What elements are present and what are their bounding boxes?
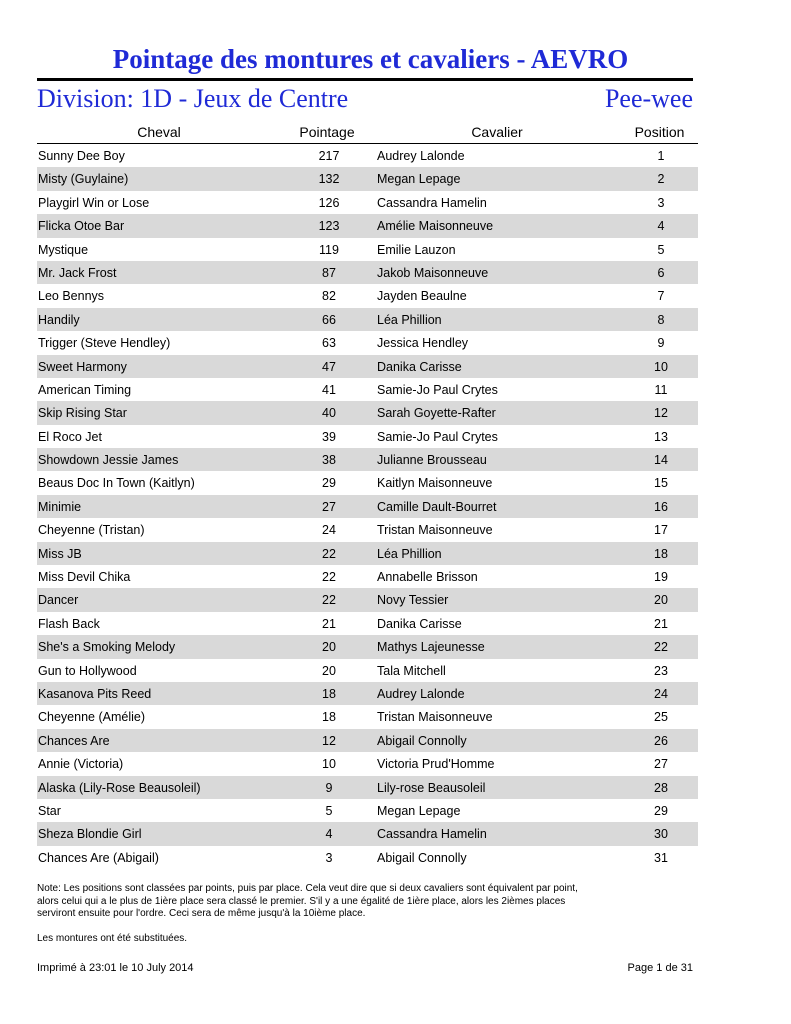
- table-row: [37, 705, 698, 728]
- cell-cavalier: Julianne Brousseau: [377, 453, 487, 468]
- header-pointage: Pointage: [299, 124, 355, 140]
- cell-position: 7: [657, 289, 665, 304]
- cell-pointage: 5: [325, 803, 333, 818]
- table-row: [37, 238, 698, 261]
- cell-cheval: Star: [38, 803, 61, 818]
- cell-position: 25: [654, 710, 668, 725]
- cell-pointage: 66: [322, 312, 336, 327]
- cell-cheval: Sheza Blondie Girl: [38, 827, 142, 842]
- cell-cavalier: Abigail Connolly: [377, 733, 467, 748]
- cell-cheval: Annie (Victoria): [38, 757, 124, 772]
- table-row: [37, 448, 698, 471]
- cell-pointage: 9: [325, 780, 333, 795]
- cell-cavalier: Léa Phillion: [377, 546, 442, 561]
- cell-cavalier: Tristan Maisonneuve: [377, 710, 493, 725]
- header-cheval: Cheval: [137, 124, 181, 140]
- table-row: [37, 355, 698, 378]
- substitution-note: Les montures ont été substituées.: [37, 933, 188, 944]
- cell-pointage: 22: [322, 593, 336, 608]
- table-row: [37, 822, 698, 845]
- cell-pointage: 29: [322, 476, 336, 491]
- cell-position: 13: [654, 429, 668, 444]
- cell-position: 12: [654, 406, 668, 421]
- cell-pointage: 12: [322, 733, 336, 748]
- printed-timestamp: Imprimé à 23:01 le 10 July 2014: [37, 962, 194, 974]
- table-row: [37, 565, 698, 588]
- cell-pointage: 21: [322, 616, 336, 631]
- cell-cheval: Cheyenne (Tristan): [38, 523, 145, 538]
- cell-cheval: Trigger (Steve Hendley): [38, 336, 171, 351]
- cell-cavalier: Annabelle Brisson: [377, 570, 478, 585]
- cell-position: 4: [657, 219, 665, 234]
- cell-cheval: Miss Devil Chika: [38, 570, 131, 585]
- cell-cheval: Handily: [38, 312, 80, 327]
- cell-position: 26: [654, 733, 668, 748]
- cell-cheval: Dancer: [38, 593, 79, 608]
- table-row: [37, 612, 698, 635]
- cell-position: 15: [654, 476, 668, 491]
- results-table: [37, 144, 698, 869]
- table-header: [37, 121, 698, 144]
- cell-cavalier: Megan Lepage: [377, 172, 461, 187]
- cell-pointage: 217: [318, 149, 340, 163]
- cell-pointage: 24: [322, 523, 336, 538]
- cell-position: 24: [654, 686, 668, 701]
- table-row: [37, 542, 698, 565]
- cell-cavalier: Cassandra Hamelin: [377, 195, 487, 210]
- cell-position: 17: [654, 523, 668, 538]
- cell-pointage: 82: [322, 289, 336, 304]
- table-row: [37, 729, 698, 752]
- cell-cheval: Misty (Guylaine): [38, 172, 129, 187]
- cell-pointage: 20: [322, 663, 336, 678]
- cell-position: 21: [654, 616, 668, 631]
- cell-position: 27: [654, 757, 668, 772]
- cell-cheval: Mystique: [38, 242, 89, 257]
- cell-cavalier: Lily-rose Beausoleil: [377, 780, 486, 795]
- table-row: [37, 518, 698, 541]
- cell-cheval: Chances Are (Abigail): [38, 850, 159, 865]
- cell-pointage: 40: [322, 406, 336, 421]
- cell-cavalier: Mathys Lajeunesse: [377, 640, 485, 655]
- cell-position: 30: [654, 827, 668, 842]
- cell-cheval: Showdown Jessie James: [38, 453, 179, 468]
- table-row: [37, 425, 698, 448]
- ranking-note: Note: Les positions sont classées par points, puis par place. Cela veut dire que si deux cavaliers sont équivalent par point, alors celui qui a le plus de 1ière place sera classé le premier. S'il y a une égalité de 1ière place, alors les 2ièmes places serviront ensuite pour l'ordre. Ceci sera de même jusqu'à la 10ième place.: [37, 883, 578, 919]
- cell-cheval: Leo Bennys: [38, 289, 105, 304]
- cell-cheval: Alaska (Lily-Rose Beausoleil): [38, 780, 201, 795]
- cell-position: 20: [654, 593, 668, 608]
- cell-position: 23: [654, 663, 668, 678]
- cell-cavalier: Jakob Maisonneuve: [377, 265, 489, 280]
- category-heading: Pee-wee: [604, 84, 693, 113]
- page-title: Pointage des montures et cavaliers - AEVRO: [112, 44, 629, 74]
- cell-position: 14: [654, 453, 668, 468]
- cell-cheval: Sweet Harmony: [38, 359, 127, 374]
- cell-cheval: Flash Back: [38, 616, 100, 631]
- table-row: [37, 799, 698, 822]
- table-row: [37, 401, 698, 424]
- cell-position: 11: [654, 382, 668, 397]
- cell-position: 22: [654, 640, 668, 655]
- cell-cavalier: Jayden Beaulne: [377, 289, 467, 304]
- title-divider: [37, 78, 693, 81]
- cell-cavalier: Samie-Jo Paul Crytes: [377, 429, 498, 444]
- cell-cheval: Playgirl Win or Lose: [38, 195, 150, 210]
- cell-cheval: Cheyenne (Amélie): [38, 710, 145, 725]
- cell-cheval: Miss JB: [38, 546, 82, 561]
- cell-pointage: 22: [322, 546, 336, 561]
- cell-position: 10: [654, 359, 668, 374]
- table-row: [37, 308, 698, 331]
- table-row: [37, 776, 698, 799]
- table-row: [37, 495, 698, 518]
- cell-pointage: 20: [322, 640, 336, 655]
- cell-cavalier: Léa Phillion: [377, 312, 442, 327]
- cell-pointage: 10: [322, 757, 336, 772]
- table-row: [37, 191, 698, 214]
- cell-cavalier: Danika Carisse: [377, 359, 462, 374]
- header-position: Position: [634, 124, 685, 140]
- cell-cavalier: Camille Dault-Bourret: [377, 499, 497, 514]
- table-row: [37, 167, 698, 190]
- cell-pointage: 87: [322, 265, 336, 280]
- table-row: [37, 144, 698, 167]
- cell-pointage: 63: [322, 336, 336, 351]
- cell-cavalier: Samie-Jo Paul Crytes: [377, 382, 498, 397]
- table-row: [37, 846, 698, 869]
- cell-cheval: She's a Smoking Melody: [38, 640, 176, 655]
- cell-cavalier: Tristan Maisonneuve: [377, 523, 493, 538]
- cell-cavalier: Emilie Lauzon: [377, 242, 456, 257]
- division-heading: Division: 1D - Jeux de Centre: [37, 84, 349, 113]
- table-row: [37, 659, 698, 682]
- cell-position: 29: [654, 803, 668, 818]
- cell-cavalier: Megan Lepage: [377, 803, 461, 818]
- cell-cavalier: Audrey Lalonde: [377, 149, 465, 163]
- table-row: [37, 261, 698, 284]
- table-row: [37, 214, 698, 237]
- cell-position: 5: [657, 242, 665, 257]
- page-number: Page 1 de 31: [627, 962, 693, 974]
- cell-pointage: 41: [322, 382, 336, 397]
- cell-cavalier: Amélie Maisonneuve: [377, 219, 494, 234]
- cell-pointage: 47: [322, 359, 336, 374]
- cell-cheval: El Roco Jet: [38, 429, 102, 444]
- cell-pointage: 38: [322, 453, 336, 468]
- cell-cheval: Sunny Dee Boy: [38, 149, 125, 163]
- cell-pointage: 4: [325, 827, 333, 842]
- cell-position: 6: [657, 265, 665, 280]
- table-row: [37, 331, 698, 354]
- cell-cavalier: Jessica Hendley: [377, 336, 469, 351]
- cell-cavalier: Victoria Prud'Homme: [377, 757, 495, 772]
- cell-position: 2: [657, 172, 665, 187]
- cell-cheval: Flicka Otoe Bar: [38, 219, 125, 234]
- table-row: [37, 471, 698, 494]
- cell-cheval: Kasanova Pits Reed: [38, 686, 152, 701]
- header-cavalier: Cavalier: [471, 124, 523, 140]
- cell-cheval: Beaus Doc In Town (Kaitlyn): [38, 476, 195, 491]
- cell-cavalier: Kaitlyn Maisonneuve: [377, 476, 493, 491]
- cell-position: 31: [654, 850, 668, 865]
- table-row: [37, 284, 698, 307]
- table-row: [37, 378, 698, 401]
- table-row: [37, 635, 698, 658]
- cell-pointage: 126: [318, 195, 340, 210]
- cell-position: 19: [654, 570, 668, 585]
- cell-cavalier: Cassandra Hamelin: [377, 827, 487, 842]
- cell-position: 28: [654, 780, 668, 795]
- cell-position: 1: [657, 149, 665, 163]
- cell-cavalier: Tala Mitchell: [377, 663, 446, 678]
- cell-cavalier: Danika Carisse: [377, 616, 462, 631]
- cell-cavalier: Novy Tessier: [377, 593, 449, 608]
- cell-cheval: American Timing: [38, 382, 132, 397]
- cell-position: 8: [657, 312, 665, 327]
- cell-pointage: 132: [318, 172, 340, 187]
- cell-cheval: Minimie: [38, 499, 82, 514]
- cell-cavalier: Abigail Connolly: [377, 850, 467, 865]
- cell-pointage: 18: [322, 686, 336, 701]
- cell-position: 3: [657, 195, 665, 210]
- cell-pointage: 3: [325, 850, 333, 865]
- cell-position: 18: [654, 546, 668, 561]
- cell-pointage: 119: [319, 242, 339, 257]
- table-row: [37, 588, 698, 611]
- cell-cavalier: Sarah Goyette-Rafter: [377, 406, 496, 421]
- cell-cavalier: Audrey Lalonde: [377, 686, 465, 701]
- cell-cheval: Chances Are: [38, 733, 110, 748]
- cell-pointage: 123: [318, 219, 340, 234]
- cell-cheval: Mr. Jack Frost: [38, 265, 117, 280]
- table-row: [37, 682, 698, 705]
- cell-pointage: 22: [322, 570, 336, 585]
- cell-pointage: 18: [322, 710, 336, 725]
- cell-cheval: Skip Rising Star: [38, 406, 127, 421]
- table-row: [37, 752, 698, 775]
- cell-pointage: 27: [322, 499, 336, 514]
- cell-position: 9: [657, 336, 665, 351]
- cell-position: 16: [654, 499, 668, 514]
- cell-cheval: Gun to Hollywood: [38, 663, 137, 678]
- cell-pointage: 39: [322, 429, 336, 444]
